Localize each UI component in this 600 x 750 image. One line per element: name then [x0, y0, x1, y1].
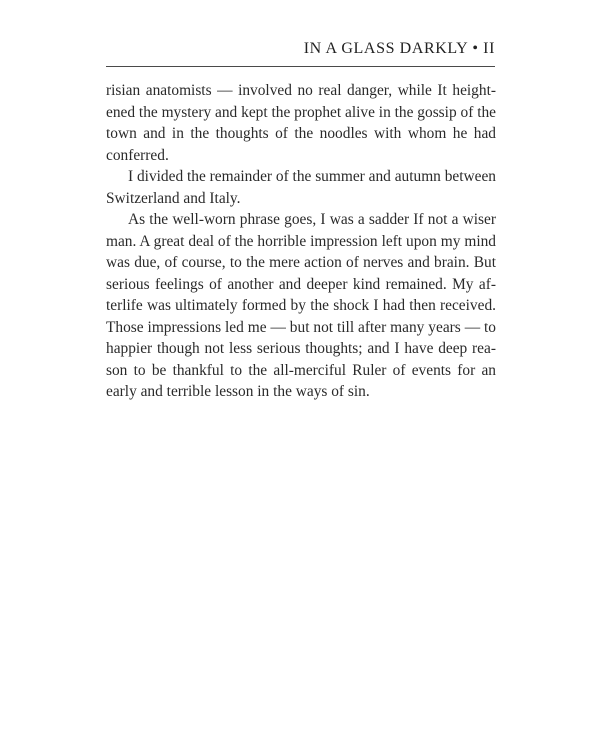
paragraph-reflection: As the well-worn phrase goes, I was a sadder If not a wiser man. A great deal of the horrible impression left upon my mind was due, of course, to the mere action of nerves and brain. But serious feelings of another and deeper kind remained. My afterlife was ultimately formed by the shock I had then received. Those impressions led me — but not till after many years — to happier though not less serious thoughts; and I have deep reason to be thankful to the all-merciful Ruler of events for an early and terrible lesson in the ways of sin. [106, 211, 496, 400]
body-text [106, 80, 496, 403]
paragraph-travel: I divided the remainder of the summer and autumn between Switzerland and Italy. [106, 168, 496, 207]
paragraph-continued: risian anatomists — involved no real danger, while It heightened the mystery and kept the prophet alive in the gossip of the town and in the thoughts of the noodles with whom he had conferred. [106, 82, 496, 164]
running-header [106, 38, 495, 67]
running-title: IN A GLASS DARKLY • II [303, 40, 495, 57]
